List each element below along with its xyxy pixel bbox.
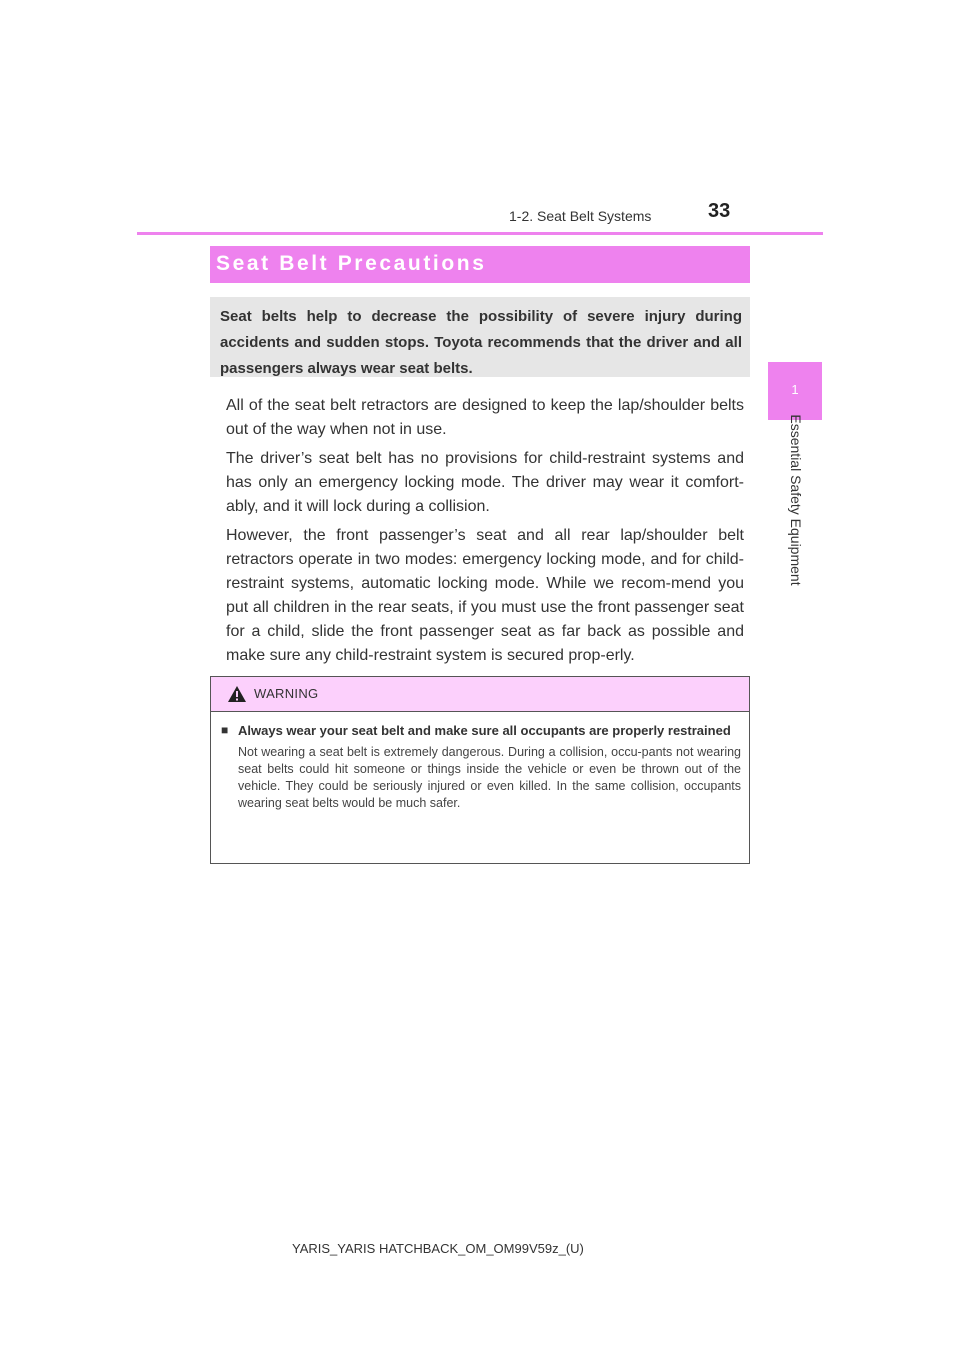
- warning-heading: [221, 722, 741, 739]
- summary-box: [210, 297, 750, 377]
- header-rule: [137, 232, 823, 235]
- page-number: 33: [708, 200, 731, 222]
- warning-heading-text: Always wear your seat belt and make sure all occupants are properly restrained: [238, 723, 731, 738]
- warning-box: [210, 676, 750, 864]
- running-header-section: 1-2. Seat Belt Systems: [509, 208, 652, 224]
- paragraph: However, the front passenger’s seat and all rear lap/shoulder belt retractors operate in two modes: emergency locking mode, and for child-restraint systems, automatic locking mode. While we recom-mend you put all children in the rear seats, if you must use the front passenger seat for a child, slide the front passenger seat as far back as possible and make sure any child-restraint system is secured prop-erly.: [226, 527, 744, 664]
- body-text: [226, 394, 744, 673]
- summary-text: Seat belts help to decrease the possibility of severe injury during accidents and sudden stops. Toyota recommends that the driver and all passengers always wear seat belts.: [220, 308, 742, 377]
- warning-header: [211, 677, 749, 712]
- warning-triangle-icon: [227, 685, 247, 703]
- warning-content: [211, 712, 749, 812]
- chapter-tab: [768, 362, 822, 420]
- paragraph: The driver’s seat belt has no provisions for child-restraint systems and has only an emergency locking mode. The driver may wear it comfort-ably, and it will lock during a collision.: [226, 450, 744, 515]
- paragraph: All of the seat belt retractors are designed to keep the lap/shoulder belts out of the way when not in use.: [226, 397, 744, 438]
- chapter-number: 1: [791, 382, 799, 397]
- section-title: Seat Belt Precautions: [216, 252, 487, 275]
- chapter-title: Essential Safety Equipment: [788, 414, 804, 586]
- warning-bullet: ■: [221, 723, 229, 737]
- footer-document-id: YARIS_YARIS HATCHBACK_OM_OM99V59z_(U): [292, 1241, 584, 1256]
- section-title-bar: [210, 246, 750, 283]
- warning-label: WARNING: [254, 686, 319, 701]
- warning-body: Not wearing a seat belt is extremely dangerous. During a collision, occu-pants not wearing seat belts could hit someone or things inside the vehicle or even be thrown out of the vehicle. They could be seriously injured or even killed. In the same collision, occupants wearing seat belts would be much safer.: [238, 745, 741, 810]
